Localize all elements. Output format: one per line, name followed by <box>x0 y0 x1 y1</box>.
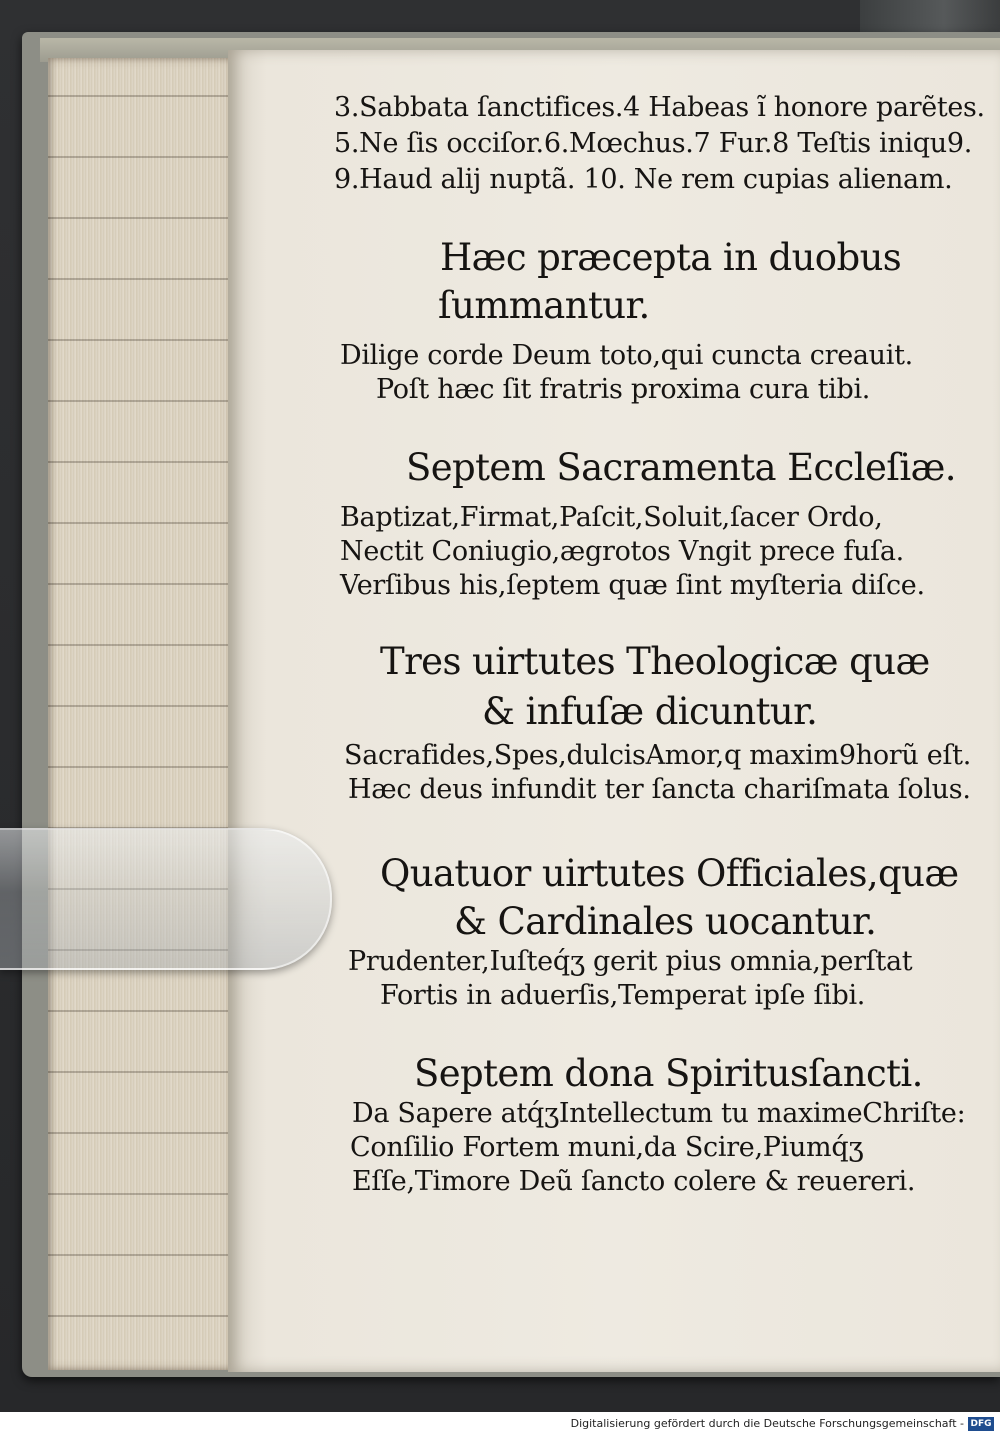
section-heading: Tres uirtutes Theologicæ quæ <box>380 640 930 683</box>
verse-line: Prudenter,Iuſteq́ʒ gerit pius omnia,perſtat <box>348 946 913 977</box>
verse-line: Da Sapere atq́ʒIntellectum tu maximeChriſte: <box>352 1098 966 1129</box>
verse-line: Hæc deus infundit ter ſancta chariſmata ſolus. <box>348 774 971 805</box>
verse-line: Eſſe,Timore Deũ ſancto colere & reuereri. <box>352 1166 916 1197</box>
footer-credit: Digitalisierung gefördert durch die Deutsche Forschungsgemeinschaft - <box>570 1417 964 1430</box>
verse-line: Dilige corde Deum toto,qui cuncta creauit. <box>340 340 913 371</box>
verse-line: Poſt hæc ſit fratris proxima cura tibi. <box>376 374 871 405</box>
section-heading: Septem Sacramenta Eccleſiæ. <box>406 446 956 489</box>
section-heading: & Cardinales uocantur. <box>454 900 877 943</box>
verse-line: Fortis in aduerſis,Temperat ipſe ſibi. <box>380 980 866 1011</box>
text-line: 5.Ne ſis occiſor.6.Mœchus.7 Fur.8 Teſtis iniqu9. <box>334 128 973 159</box>
section-heading: ſummantur. <box>438 284 650 327</box>
section-heading: & infuſæ dicuntur. <box>482 690 818 733</box>
verse-line: Nectit Coniugio,ægrotos Vngit prece fuſa. <box>340 536 904 567</box>
page-block-edge <box>48 58 238 1370</box>
footer-bar <box>0 1412 1000 1437</box>
text-line: 3.Sabbata ſanctifices.4 Habeas ĩ honore parẽtes. <box>334 92 985 123</box>
verse-line: Verſibus his,ſeptem quæ ſint myſteria diſce. <box>340 570 925 601</box>
section-heading: Quatuor uirtutes Officiales,quæ <box>380 852 959 895</box>
text-line: 9.Haud alij nuptã. 10. Ne rem cupias alienam. <box>334 164 953 195</box>
dfg-logo-icon: DFG <box>968 1417 994 1431</box>
glass-page-weight <box>0 828 332 970</box>
verse-line: Baptizat,Firmat,Paſcit,Soluit,ſacer Ordo, <box>340 502 883 533</box>
verse-line: Sacrafides,Spes,dulcisAmor,q maxim9horũ eſt. <box>344 740 971 771</box>
section-heading: Septem dona Spiritusſancti. <box>414 1052 923 1095</box>
verse-line: Conſilio Fortem muni,da Scire,Piumq́ʒ <box>350 1132 864 1163</box>
section-heading: Hæc præcepta in duobus <box>440 236 902 279</box>
